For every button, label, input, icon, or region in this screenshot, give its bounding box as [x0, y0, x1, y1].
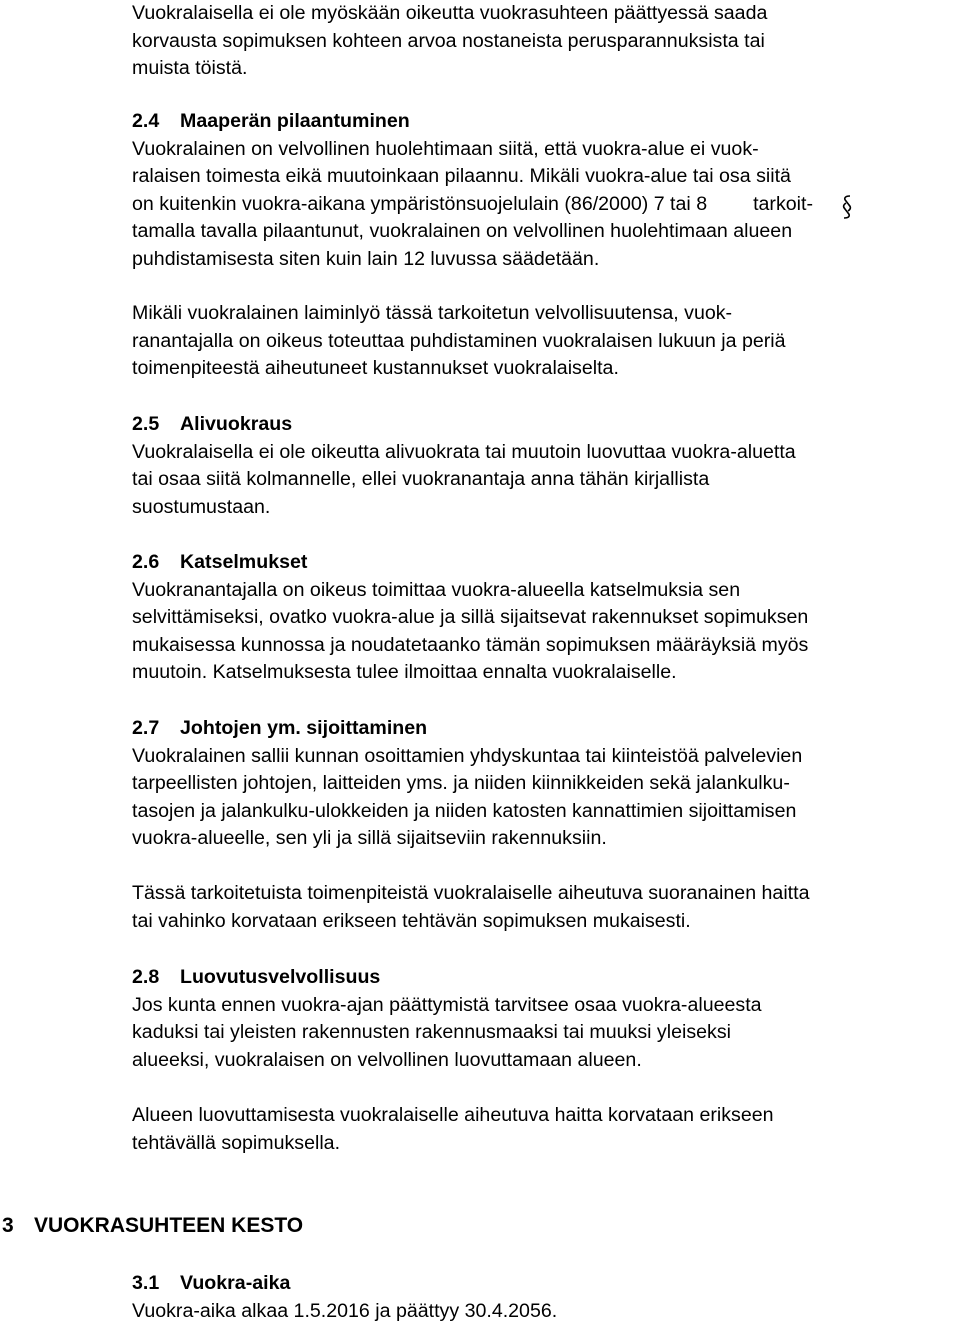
text-line: tamalla tavalla pilaantunut, vuokralainen on velvollinen huolehtimaan alueen	[132, 220, 793, 242]
text-line: vuokra-alueelle, sen yli ja sillä sijaitseviin rakennuksiin.	[132, 827, 607, 849]
text-line: puhdistamisesta siten kuin lain 12 luvussa säädetään.	[132, 247, 600, 270]
text-line: Vuokralainen on velvollinen huolehtimaan siitä, että vuokra-alue ei vuok-	[132, 137, 759, 160]
text-segment: tarkoit-	[753, 192, 813, 215]
section-number: 2.8	[132, 966, 160, 988]
text-line: tai osaa siitä kolmannelle, ellei vuokranantaja anna tähän kirjallista	[132, 468, 710, 490]
text-segment: on kuitenkin vuokra-aikana ympäristönsuojelulain (86/2000) 7 tai 8	[132, 192, 708, 215]
section-title: Katselmukset	[180, 551, 308, 573]
text-line: muista töistä.	[132, 57, 248, 79]
text-line: tai vahinko korvataan erikseen tehtävän sopimuksen mukaisesti.	[132, 909, 691, 932]
text-line: korvausta sopimuksen kohteen arvoa nostaneista perusparannuksista tai	[132, 29, 765, 52]
section-number: 2.5	[132, 413, 160, 435]
text-line: Vuokralainen sallii kunnan osoittamien yhdyskuntaa tai kiinteistöä palvelevien	[132, 744, 803, 767]
text-line: Mikäli vuokralainen laiminlyö tässä tarkoitetun velvollisuutensa, vuok-	[132, 302, 733, 324]
text-line: mukaisessa kunnossa ja noudatetaanko tämän sopimuksen määräyksiä myös	[132, 633, 809, 656]
text-line: ranantajalla on oikeus toteuttaa puhdistaminen vuokralaisen lukuun ja periä	[132, 329, 786, 352]
section-2-4	[132, 108, 960, 273]
section-title: Alivuokraus	[180, 413, 293, 435]
text-line: ralaisen toimesta eikä muutoinkaan pilaannu. Mikäli vuokra-alue tai osa siitä	[132, 165, 791, 187]
text-line: Vuokra-aika alkaa 1.5.2016 ja päättyy 30.4.2056.	[132, 1299, 558, 1322]
chapter-number: 3	[2, 1214, 14, 1237]
text-line: selvittämiseksi, ovatko vuokra-alue ja sillä sijaitsevat rakennukset sopimuksen	[132, 606, 809, 628]
text-line: tarpeellisten johtojen, laitteiden yms. ja niiden kiinnikkeiden sekä jalankulku-	[132, 772, 790, 794]
section-number: 2.4	[132, 110, 160, 132]
text-line: alueeksi, vuokralaisen on velvollinen luovuttamaan alueen.	[132, 1048, 642, 1071]
section-title: Luovutusvelvollisuus	[180, 966, 381, 988]
section-2-7	[132, 715, 960, 853]
section-number: 2.7	[132, 717, 160, 739]
section-heading	[132, 1270, 960, 1298]
text-line: suostumustaan.	[132, 495, 271, 518]
text-line: kaduksi tai yleisten rakennusten rakennusmaaksi tai muuksi yleiseksi	[132, 1021, 731, 1043]
section-2-8-paragraph-2	[132, 1102, 960, 1157]
section-title: Johtojen ym. sijoittaminen	[180, 717, 428, 739]
chapter-title: VUOKRASUHTEEN KESTO	[34, 1214, 304, 1237]
section-heading	[132, 411, 960, 439]
text-line: muutoin. Katselmuksesta tulee ilmoittaa ennalta vuokralaiselle.	[132, 661, 677, 683]
section-2-7-paragraph-2	[132, 880, 960, 935]
section-2-4-paragraph-2	[132, 300, 960, 383]
intro-paragraph	[132, 0, 960, 83]
section-title: Vuokra-aika	[180, 1272, 291, 1294]
section-number: 2.6	[132, 551, 160, 573]
text-line: Vuokralaisella ei ole myöskään oikeutta vuokrasuhteen päättyessä saada	[132, 2, 768, 24]
section-sign-icon	[839, 195, 855, 219]
section-2-5	[132, 411, 960, 521]
text-line: toimenpiteestä aiheutuneet kustannukset vuokralaiselta.	[132, 357, 619, 379]
text-line: Jos kunta ennen vuokra-ajan päättymistä tarvitsee osaa vuokra-alueesta	[132, 993, 762, 1016]
section-2-6	[132, 549, 960, 687]
section-number: 3.1	[132, 1272, 160, 1294]
text-line: Tässä tarkoitetuista toimenpiteistä vuokralaiselle aiheutuva suoranainen haitta	[132, 882, 810, 904]
text-line	[132, 191, 960, 219]
section-heading	[132, 715, 960, 743]
text-line: Alueen luovuttamisesta vuokralaiselle aiheutuva haitta korvataan erikseen	[132, 1104, 774, 1126]
text-line: tasojen ja jalankulku-ulokkeiden ja niiden katosten kannattimien sijoittamisen	[132, 799, 797, 822]
section-2-8	[132, 964, 960, 1074]
section-heading	[132, 964, 960, 992]
text-line: tehtävällä sopimuksella.	[132, 1131, 341, 1154]
section-heading	[132, 108, 960, 136]
section-3-1	[132, 1270, 960, 1325]
section-heading	[132, 549, 960, 577]
text-line: Vuokranantajalla on oikeus toimittaa vuokra-alueella katselmuksia sen	[132, 578, 741, 601]
section-title: Maaperän pilaantuminen	[180, 110, 410, 132]
text-line: Vuokralaisella ei ole oikeutta alivuokrata tai muutoin luovuttaa vuokra-aluetta	[132, 440, 796, 463]
chapter-heading	[2, 1212, 303, 1240]
